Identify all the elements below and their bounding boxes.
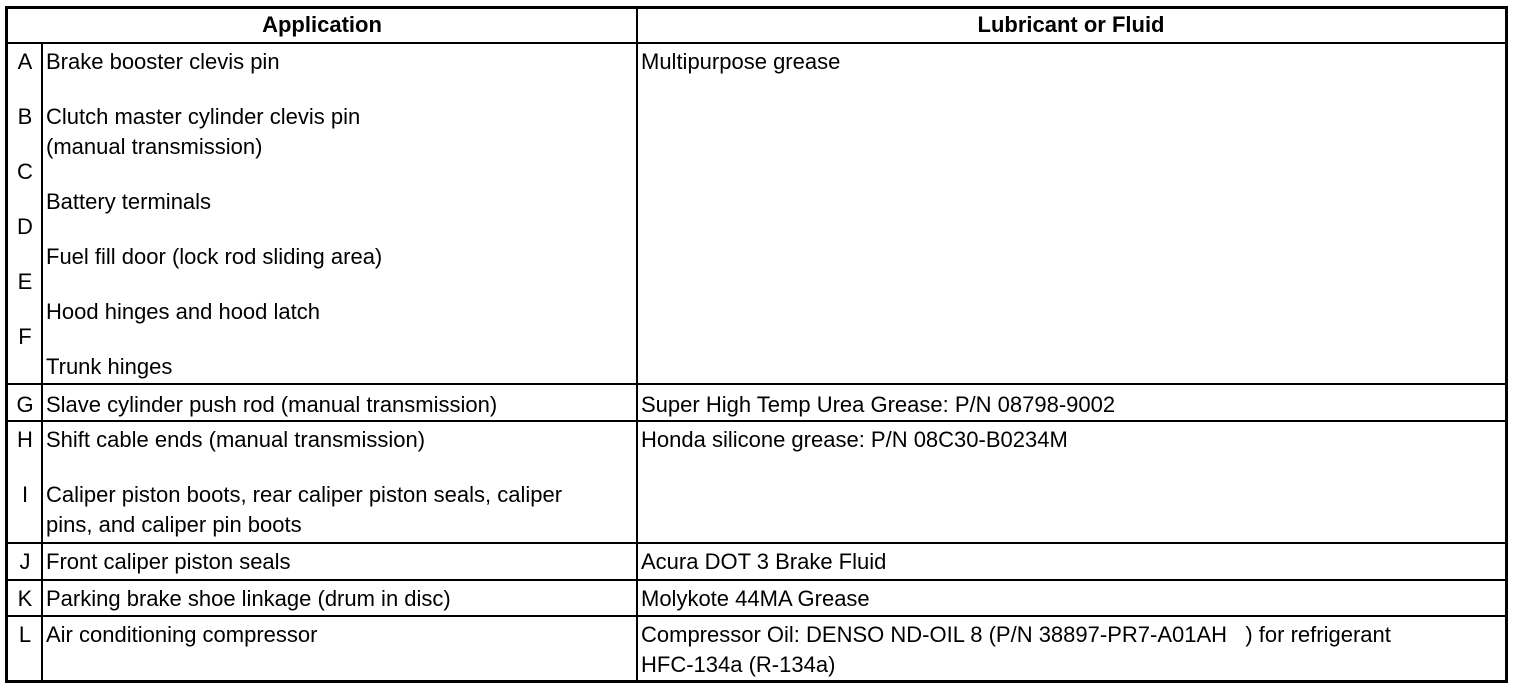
row-letter: J — [19, 549, 31, 574]
application-text: pins, and caliper pin boots — [46, 512, 302, 537]
row-letter: F — [18, 324, 32, 349]
row-letter: D — [17, 214, 33, 239]
row-letter: L — [18, 622, 32, 647]
row-divider — [8, 579, 1505, 581]
application-text: Trunk hinges — [46, 354, 173, 379]
lubricant-text: Molykote 44MA Grease — [641, 586, 870, 611]
application-text: (manual transmission) — [46, 134, 263, 159]
row-divider — [8, 542, 1505, 544]
application-text: Caliper piston boots, rear caliper piston seals, caliper — [46, 482, 563, 507]
application-text: Hood hinges and hood latch — [46, 299, 320, 324]
row-letter: A — [17, 49, 33, 74]
application-text: Shift cable ends (manual transmission) — [46, 427, 426, 452]
letter-column-divider — [41, 44, 43, 680]
header-application: Application — [262, 12, 382, 37]
row-letter: B — [17, 104, 33, 129]
row-divider — [8, 420, 1505, 422]
lubricant-text: Acura DOT 3 Brake Fluid — [641, 549, 887, 574]
row-letter: C — [17, 159, 33, 184]
lubricant-text: Multipurpose grease — [641, 49, 841, 74]
row-letter: H — [17, 427, 33, 452]
application-text: Front caliper piston seals — [46, 549, 291, 574]
header-divider — [8, 42, 1505, 44]
application-text: Air conditioning compressor — [46, 622, 318, 647]
row-letter: I — [21, 482, 29, 507]
application-text: Battery terminals — [46, 189, 212, 214]
application-text: Clutch master cylinder clevis pin — [46, 104, 361, 129]
application-text: Fuel fill door (lock rod sliding area) — [46, 244, 383, 269]
row-divider — [8, 615, 1505, 617]
application-text: Parking brake shoe linkage (drum in disc) — [46, 586, 451, 611]
lubricant-text: Super High Temp Urea Grease: P/N 08798-9002 — [641, 392, 1116, 417]
application-text: Slave cylinder push rod (manual transmission) — [46, 392, 498, 417]
row-letter: E — [17, 269, 33, 294]
row-divider — [8, 383, 1505, 385]
lubricant-text: Honda silicone grease: P/N 08C30-B0234M — [641, 427, 1068, 452]
row-letter: K — [17, 586, 33, 611]
row-letter: G — [16, 392, 34, 417]
lubricant-text: Compressor Oil: DENSO ND-OIL 8 (P/N 38897-PR7-A01AH ) for refrigerant — [641, 622, 1391, 647]
header-lubricant: Lubricant or Fluid — [977, 12, 1165, 37]
column-divider — [636, 9, 638, 680]
lubricant-text: HFC-134a (R-134a) — [641, 652, 836, 677]
application-text: Brake booster clevis pin — [46, 49, 280, 74]
